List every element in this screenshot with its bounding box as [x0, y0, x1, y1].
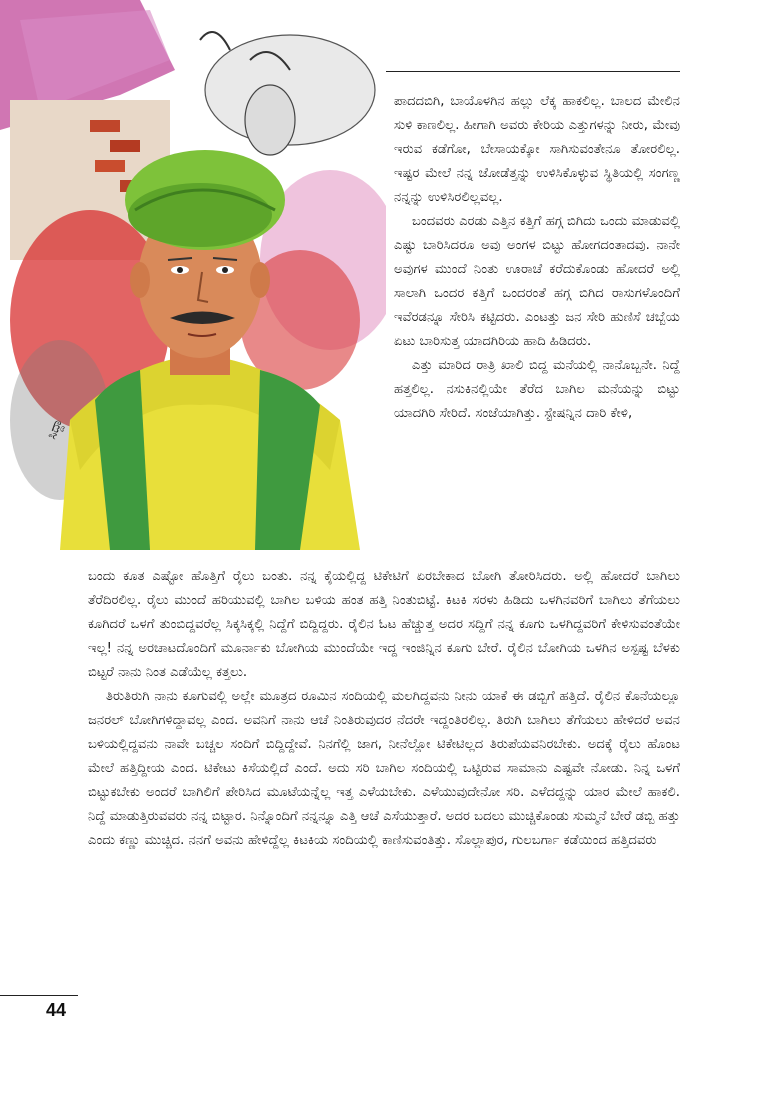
paragraph-5: ತಿರುತಿರುಗಿ ನಾನು ಕೂಗುವಲ್ಲಿ ಅಲ್ಲೇ ಮೂತ್ರದ ರೂಮಿನ ಸಂದಿಯಲ್ಲಿ ಮಲಗಿದ್ದವನು ನೀನು ಯಾಕೆ ಈ ಡಬ್ಬಿಗೆ ಹತ್ತಿದೆ. ರೈಲಿನ ಕೊನೆಯಲ್ಲೂ ಜನರಲ್ ಬೋಗಿಗಳಿದ್ದಾವಲ್ಲ ಎಂದ. ಅವನಿಗೆ ನಾನು ಆಚೆ ನಿಂತಿರುವುದರ ನೆದರೇ ಇದ್ದಂತಿರಲಿಲ್ಲ. ತಿರುಗಿ ಬಾಗಿಲು ತೆಗೆಯಲು ಹೇಳಿದರೆ ಅವನ ಬಳಿಯಲ್ಲಿದ್ದವನು ನಾವೇ ಬಚ್ಚಲ ಸಂದಿಗೆ ಬಿದ್ದಿದ್ದೇವೆ. ನಿನಗೆಲ್ಲಿ ಜಾಗ, ನೀನೆಲ್ಲೋ ಟಿಕೇಟಿಲ್ಲದ ತಿರುಪೆಯವನಿರಬೇಕು. ಅದಕ್ಕೆ ರೈಲು ಹೊಂಟ ಮೇಲೆ ಹತ್ತಿದ್ದೀಯ ಎಂದ. ಟಿಕೇಟು ಕಿಸೆಯಲ್ಲಿದೆ ಎಂದೆ. ಅದು ಸರಿ ಬಾಗಿಲ ಸಂದಿಯಲ್ಲಿ ಒಟ್ಟಿರುವ ಸಾಮಾನು ಎಷ್ಟವೇ ನೋಡು. ನಿನ್ನ ಒಳಗೆ ಬಿಟ್ಟುಕಬೇಕು ಅಂದರೆ ಬಾಗಿಲಿಗೆ ಪೇರಿಸಿದ ಮೂಟೆಯನ್ನೆಲ್ಲ ಇತ್ತ ಎಳೆಯಬೇಕು. ಎಳೆಯುವುದೇನೋ ಸರಿ. ಎಳೆದದ್ದನ್ನು ಯಾರ ಮೇಲೆ ಹಾಕಲಿ. ನಿದ್ದೆ ಮಾಡುತ್ತಿರುವವರು ನನ್ನ ಬಿಟ್ಟಾರ. ನಿನ್ನೊಂದಿಗೆ ನನ್ನನ್ನೂ ಎತ್ತಿ ಆಚೆ ಎಸೆಯುತ್ತಾರೆ. ಅದರ ಬದಲು ಮುಚ್ಚಿಕೊಂಡು ಸುಮ್ಮನೆ ಬೇರೆ ಡಬ್ಬಿ ಹತ್ತು ಎಂದು ಕಣ್ಣು ಮುಚ್ಚಿದ. ನನಗೆ ಅವನು ಹೇಳಿದ್ದೆಲ್ಲ ಕಿಟಕಿಯ ಸಂದಿಯಲ್ಲಿ ಕಾಣಿಸುವಂತಿತ್ತು. ಸೊಲ್ಲಾಪುರ, ಗುಲಬರ್ಗಾ ಕಡೆಯಿಂದ ಹತ್ತಿದವರು — [88, 689, 680, 848]
svg-text:ಸಿದ್ದಾ: ಸಿದ್ದಾ — [44, 416, 66, 442]
illustration-farmer — [0, 0, 386, 550]
page-number: 44 — [46, 1000, 67, 1020]
article-column — [394, 90, 680, 426]
paragraph-3: ಎತ್ತು ಮಾರಿದ ರಾತ್ರಿ ಖಾಲಿ ಬಿದ್ದ ಮನೆಯಲ್ಲಿ ನಾನೊಬ್ಬನೇ. ನಿದ್ದೆ ಹತ್ತಲಿಲ್ಲ. ನಸುಕಿನಲ್ಲಿಯೇ ತೆರೆದ ಬಾಗಿಲ ಮನೆಯನ್ನು ಬಿಟ್ಟು ಯಾದಗಿರಿ ಸೇರಿದೆ. ಸಂಜೆಯಾಗಿತ್ತು. ಸ್ಟೇಷನ್ನಿನ ದಾರಿ ಕೇಳಿ, — [394, 358, 680, 421]
paragraph-4: ಬಂದು ಕೂತ ಎಷ್ಟೋ ಹೊತ್ತಿಗೆ ರೈಲು ಬಂತು. ನನ್ನ ಕೈಯಲ್ಲಿದ್ದ ಟಿಕೇಟಿಗೆ ಏರಬೇಕಾದ ಬೋಗಿ ತೋರಿಸಿದರು. ಅಲ್ಲಿ ಹೋದರೆ ಬಾಗಿಲು ತೆರೆದಿರಲಿಲ್ಲ. ರೈಲು ಮುಂದೆ ಹರಿಯುವಲ್ಲಿ ಬಾಗಿಲ ಬಳಿಯ ಹಂತ ಹತ್ತಿ ನಿಂತುಬಿಟ್ಟೆ. ಕಿಟಕಿ ಸರಳು ಹಿಡಿದು ಒಳಗಿನವರಿಗೆ ಬಾಗಿಲು ತೆಗೆಯಲು ಕೂಗಿದರೆ ಒಳಗೆ ತುಂಬಿದ್ದವರೆಲ್ಲ ಸಿಕ್ಕಸಿಕ್ಕಲ್ಲಿ ನಿದ್ದೆಗೆ ಬಿದ್ದಿದ್ದರು. ರೈಲಿನ ಓಟ ಹೆಚ್ಚುತ್ತ ಅದರ ಸದ್ದಿಗೆ ನನ್ನ ಕೂಗು ಒಳಗಿದ್ದವರಿಗೆ ಕೇಳಿಸುವಂತೆಯೇ ಇಲ್ಲ! ನನ್ನ ಅರಚಾಟದೊಂದಿಗೆ ಮೂರ್ನಾಕು ಬೋಗಿಯ ಮುಂದೆಯೇ ಇದ್ದ ಇಂಜಿನ್ನಿನ ಕೂಗು ಬೇರೆ. ರೈಲಿನ ಬೋಗಿಯ ಒಳಗಿನ ಅಸ್ಪಷ್ಟ ಬೆಳಕು ಬಿಟ್ಟರೆ ನಾನು ನಿಂತ ಎಡೆಯೆಲ್ಲ ಕತ್ತಲು. — [88, 569, 680, 680]
article-full-width — [88, 565, 680, 853]
top-rule — [386, 71, 680, 72]
paragraph-1: ಪಾದದಬಿಗಿ, ಬಾಯೊಳಗಿನ ಹಲ್ಲು ಲೆಕ್ಕ ಹಾಕಲಿಲ್ಲ. ಬಾಲದ ಮೇಲಿನ ಸುಳಿ ಕಾಣಲಿಲ್ಲ. ಹೀಗಾಗಿ ಅವರು ಕೇರಿಯ ಎತ್ತುಗಳನ್ನು ನೀರು, ಮೇವು ಇರುವ ಕಡೆಗೋ, ಬೇಸಾಯಕ್ಕೋ ಸಾಗಿಸುವಂತೇನೂ ತೋರಲಿಲ್ಲ. ಇಷ್ಟರ ಮೇಲೆ ನನ್ನ ಜೋಡೆತ್ತನ್ನು ಉಳಿಸಿಕೊಳ್ಳುವ ಸ್ಥಿತಿಯಲ್ಲಿ ಸಂಗಣ್ಣ ನನ್ನನ್ನು ಉಳಿಸಿರಲಿಲ್ಲವಲ್ಲ. — [394, 94, 680, 205]
footer-rule — [0, 995, 78, 996]
paragraph-2: ಬಂದವರು ಎರಡು ಎತ್ತಿನ ಕತ್ತಿಗೆ ಹಗ್ಗ ಬಿಗಿದು ಒಂದು ಮಾಡುವಲ್ಲಿ ಎಷ್ಟು ಬಾರಿಸಿದರೂ ಅವು ಅಂಗಳ ಬಿಟ್ಟು ಹೋಗದಂತಾದವು. ನಾನೇ ಅವುಗಳ ಮುಂದೆ ನಿಂತು ಊರಾಚೆ ಕರೆದುಕೊಂಡು ಹೋದರೆ ಅಲ್ಲಿ ಸಾಲಾಗಿ ಒಂದರ ಕತ್ತಿಗೆ ಒಂದರಂತೆ ಹಗ್ಗ ಬಿಗಿದ ರಾಸುಗಳೊಂದಿಗೆ ಇವೆರಡನ್ನೂ ಸೇರಿಸಿ ಕಟ್ಟಿದರು. ಎಂಟತ್ತು ಜನ ಸೇರಿ ಹುಣಿಸೆ ಚಬ್ಬೆಯ ಏಟು ಬಾರಿಸುತ್ತ ಯಾದಗಿರಿಯ ಹಾದಿ ಹಿಡಿದರು. — [394, 214, 680, 349]
